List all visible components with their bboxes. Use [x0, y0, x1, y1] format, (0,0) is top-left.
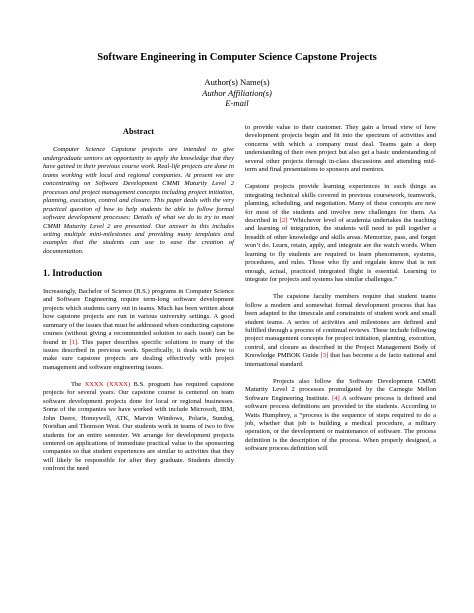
right-paragraph-1: to provide value to their customer. They gain a broad view of how development projects begin and fit into the spectrum of activities and concerns with which a company must deal. Teams gain a deep understanding of their own project but also get a basic understanding of several other projects through in-class discussions and attending mid-term and final presentations to sponsors and mentors.	[245, 124, 436, 174]
right-p4-text-a: Projects also follow the Software Development CMMI Maturity Level 2 processes promulgated by the Carnegie Mellon Software Engineering Institute.	[245, 377, 436, 402]
citation-1[interactable]: [1]	[69, 338, 78, 346]
right-p2-text-b: “Whichever level of academia undertakes the teaching and learning of integration, the students will need to pull together a breadth of other knowledge and skills areas. Memorize, pass, and forget won’t do. Learn, retain, apply, and integrate are the watch words. When learning to fly students are required to learn phenomenon, systems, procedures, and rules. Those who fly and regulate know that is not enough, actual, practiced integrated flight is essential. Learning to integrate for projects and systems has similar challenges.”	[245, 217, 436, 284]
author-affiliation: Author Affiliation(s)	[202, 87, 272, 98]
author-block	[0, 77, 474, 109]
intro-paragraph-2	[43, 381, 234, 474]
author-email: E-mail	[225, 98, 249, 108]
citation-3[interactable]: [3]	[320, 352, 329, 360]
citation-2[interactable]: [2]	[279, 217, 288, 225]
right-paragraph-2	[245, 183, 436, 284]
citation-4[interactable]: [4]	[332, 394, 340, 402]
intro-p2-text-b: B.S. program has required capstone projects for several years. Our capstone course is centered on team software development projects done for local or regional businesses. Some of the companies we have worked with include Microsoft, IBM, John Deere, Honeywell, ATK, Marvin Windows, Polaris, Sundog, Noridian and Thomson West. Our students work in teams of two to five students for an entire semester. We arrange for development projects centered on applications of immediate practical value to the sponsoring companies so that student experiences are similar to activities that they will likely be responsible for after they graduate. Students directly confront the need	[43, 380, 234, 473]
right-p4-text-b: A software process is defined and software process definitions are provided to the students. According to Watts Humphrey, a “process is the sequence of steps required to do a job, whether that job is building a medical procedure, a military operation, or the development or maintenance of software. The process definition is the description of the process. When properly designed, a software process definition will	[245, 394, 436, 453]
intro-p2-text-a: The	[71, 380, 85, 388]
right-p3-text-b: that has become a de facto national and international standard.	[245, 352, 436, 368]
abstract-heading: Abstract	[122, 127, 155, 136]
paper-title: Software Engineering in Computer Science Capstone Projects	[97, 52, 377, 63]
intro-paragraph-1	[43, 288, 234, 373]
right-paragraph-4	[245, 378, 436, 454]
right-p3-text-a: The capstone faculty members require that student teams follow a modern and somewhat formal development process that has been adapted to the timescale and constraints of student work and small student teams. A series of activities and milestones are defined and fulfilled through a process of continual reviews. These include following project management concepts for project initiation, planning, execution, control, and closure as described in the Project Management Body of Knowledge PMBOK Guide	[245, 293, 436, 360]
program-placeholder: XXXX (XXXX)	[84, 380, 131, 388]
abstract-body: Computer Science Capstone projects are intended to give undergraduate seniors an opportunity to apply the knowledge that they have gained in their previous course work. Real-life projects are done in teams working with local and regional companies. At present we are concentrating on Software Development CMMI Maturity Level 2 processes and project management concepts including project initiation, planning, execution, control and closure. This paper deals with the very practical question of how to help students be able to follow formal software development processes: Details of what we do to try to meet CMMI Maturity Level 2 are presented. Our answer to this includes setting multiple mini-milestones and providing many templates and examples that the students can use to ease the creation of documentation.	[43, 146, 234, 255]
right-p2-text-a: Capstone projects provide learning experiences in such things as integrating technical skills covered in previous coursework, teamwork, planning, scheduling, and negotiation. Many of these concepts are new for most of the students and involve new challenges for them. As described in	[245, 183, 436, 225]
intro-p1-text-a: Increasingly, Bachelor of Science (B.S.) programs in Computer Science and Software Engineering require term-long software development projects which students carry out in teams. Much has been written about how capstone projects are run in various university settings. A good summary of the issues that must be addressed when conducting capstone courses (without giving a recommended solution to each issue) can be found in	[43, 287, 234, 346]
left-column	[43, 124, 234, 482]
introduction-heading: 1. Introduction	[43, 268, 103, 279]
intro-p1-text-b: . This paper describes specific solutions to many of the issues described in previous work. Specifically, it deals with how to make sure capstone projects are dealing effectively with project management and software engineering issues.	[43, 338, 235, 371]
right-paragraph-3	[245, 293, 436, 369]
author-names: Author(s) Name(s)	[204, 77, 270, 87]
right-column	[245, 124, 436, 462]
